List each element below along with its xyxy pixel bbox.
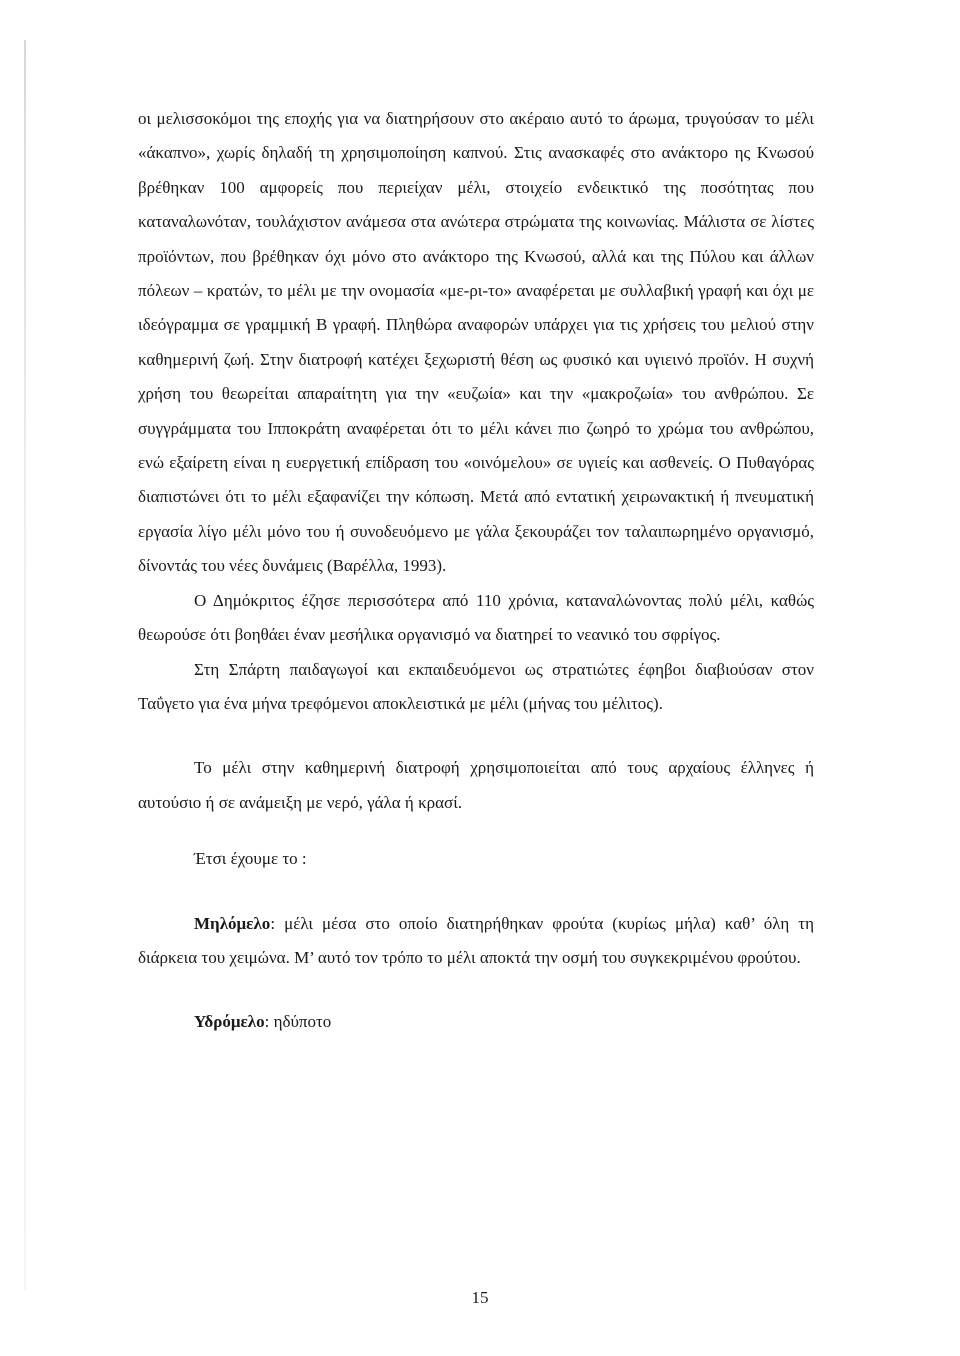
definition-text: ηδύποτο <box>273 1012 332 1032</box>
scan-edge-shadow <box>24 40 26 1290</box>
paragraph-daily-diet: Το μέλι στην καθημερινή διατροφή χρησιμοποιείται από τους αρχαίους έλληνες ή αυτούσιο ή σε ανάμειξη με νερό, γάλα ή κρασί. <box>138 758 814 812</box>
paragraph-intro-list: Έτσι έχουμε το : <box>194 849 307 869</box>
page-number: 15 <box>471 1288 489 1307</box>
definition-separator: : <box>270 913 276 933</box>
paragraph-democritus: Ο Δημόκριτος έζησε περισσότερα από 110 χρόνια, καταναλώνοντας πολύ μέλι, καθώς θεωρούσε ότι βοηθάει έναν μεσήλικα οργανισμό να διατηρεί το νεανικό του σφρίγος. <box>138 590 814 645</box>
definition-melomelo <box>138 907 814 976</box>
body-text <box>138 102 814 1040</box>
definition-separator: : <box>264 1012 270 1032</box>
paragraph-honey-history: οι μελισσοκόμοι της εποχής για να διατηρήσουν στο ακέραιο αυτό το άρωμα, τρυγούσαν το μέλι «άκαπνο», χωρίς δηλαδή τη χρησιμοποίηση καπνού. Στις ανασκαφές στο ανάκτορο ης Κνωσού βρέθηκαν 100 αμφορείς που περιείχαν μέλι, στοιχείο ενδεικτικό της ποσότητας που καταναλωνόταν, τουλάχιστον ανάμεσα στα ανώτερα στρώματα της κοινωνίας. Μάλιστα σε λίστες προϊόντων, που βρέθηκαν όχι μόνο στο ανάκτορο της Κνωσού, αλλά και της Πύλου και άλλων πόλεων – κρατών, το μέλι με την ονομασία «με-ρι-το» αναφέρεται με συλλαβική γραφή και όχι με ιδεόγραμμα σε γραμμική Β γραφή. Πληθώρα αναφορών υπάρχει για τις χρήσεις του μελιού στην καθημερινή ζωή. Στην διατροφή κατέχει ξεχωριστή θέση ως φυσικό και υγιεινό προϊόν. Η συχνή χρήση του θεωρείται απαραίτητη για την «ευζωία» και την «μακροζωία» του ανθρώπου. Σε συγγράμματα του Ιπποκράτη αναφέρεται ότι το μέλι κάνει πιο ζωηρό το χρώμα του ανθρώπου, ενώ εξαίρετη είναι η ευεργετική επίδραση του «οινόμελου» σε υγιείς και ασθενείς. Ο Πυθαγόρας διαπιστώνει ότι το μέλι εξαφανίζει την κόπωση. Μετά από εντατική χειρωνακτική ή πνευματική εργασία λίγο μέλι μόνο του ή συνοδευόμενο με γάλα ξεκουράζει τον ταλαιπωρημένο οργανισμό, δίνοντάς του νέες δυνάμεις (Βαρέλλα, 1993). <box>138 109 814 576</box>
definition-ydromelo <box>138 1005 814 1039</box>
paragraph-sparta: Στη Σπάρτη παιδαγωγοί και εκπαιδευόμενοι ως στρατιώτες έφηβοι διαβιούσαν στον Ταΰγετο για ένα μήνα τρεφόμενοι αποκλειστικά με μέλι (μήνας του μέλιτος). <box>138 659 814 713</box>
definition-text: μέλι μέσα στο οποίο διατηρήθηκαν φρούτα (κυρίως μήλα) καθ’ όλη τη διάρκεια του χειμώνα. Μ’ αυτό τον τρόπο το μέλι αποκτά την οσμή του συγκεκριμένου φρούτου. <box>138 913 814 967</box>
definition-term: Μηλόμελο <box>194 913 271 933</box>
definition-term: Υδρόμελο <box>194 1012 265 1032</box>
